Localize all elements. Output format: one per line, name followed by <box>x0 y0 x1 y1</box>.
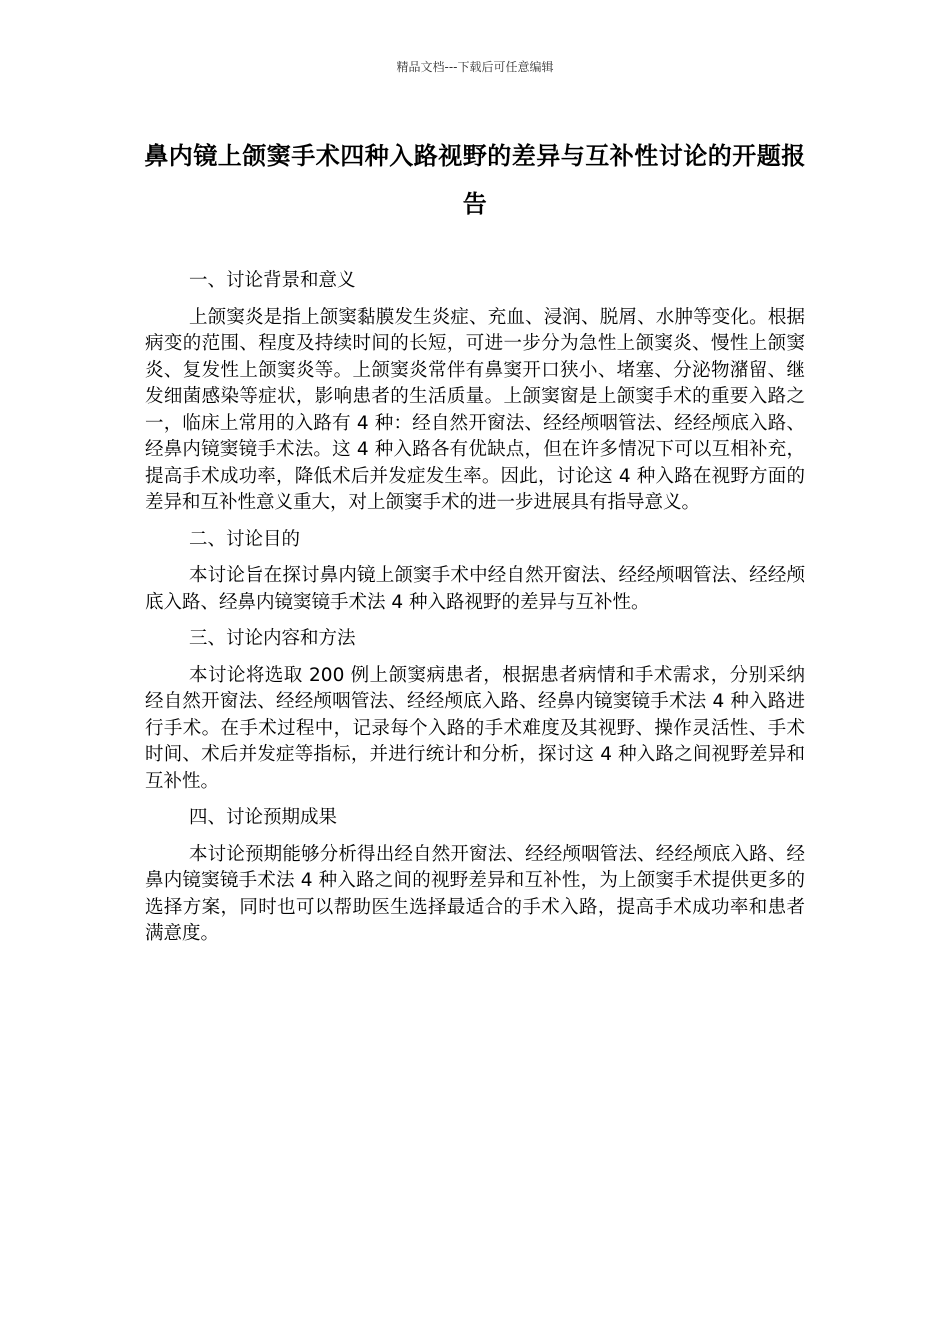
section-paragraph-purpose: 本讨论旨在探讨鼻内镜上颌窦手术中经自然开窗法、经经颅咽管法、经经颅底入路、经鼻内镜窦镜手术法 4 种入路视野的差异与互补性。 <box>145 565 805 613</box>
section-heading-background: 一、讨论背景和意义 <box>189 270 356 291</box>
section-heading-expected-results: 四、讨论预期成果 <box>189 807 338 828</box>
section-paragraph-background: 上颌窦炎是指上颌窦黏膜发生炎症、充血、浸润、脱屑、水肿等变化。根据病变的范围、程度及持续时间的长短，可进一步分为急性上颌窦炎、慢性上颌窦炎、复发性上颌窦炎等。上颌窦炎常伴有鼻窦开口狭小、堵塞、分泌物潴留、继发细菌感染等症状，影响患者的生活质量。上颌窦窗是上颌窦手术的重要入路之一，临床上常用的入路有 4 种：经自然开窗法、经经颅咽管法、经经颅底入路、经鼻内镜窦镜手术法。这 4 种入路各有优缺点，但在许多情况下可以互相补充，提高手术成功率，降低术后并发症发生率。因此，讨论这 4 种入路在视野方面的差异和互补性意义重大，对上颌窦手术的进一步进展具有指导意义。 <box>145 306 805 513</box>
section-paragraph-expected-results: 本讨论预期能够分析得出经自然开窗法、经经颅咽管法、经经颅底入路、经鼻内镜窦镜手术法 4 种入路之间的视野差异和互补性，为上颌窦手术提供更多的选择方案，同时也可以帮助医生选择最适合的手术入路，提高手术成功率和患者满意度。 <box>145 843 805 944</box>
document-body <box>145 268 805 958</box>
section-paragraph-content-method: 本讨论将选取 200 例上颌窦病患者，根据患者病情和手术需求，分别采纳经自然开窗法、经经颅咽管法、经经颅底入路、经鼻内镜窦镜手术法 4 种入路进行手术。在手术过程中，记录每个入路的手术难度及其视野、操作灵活性、手术时间、术后并发症等指标，并进行统计和分析，探讨这 4 种入路之间视野差异和互补性。 <box>145 664 805 792</box>
section-heading-content-method: 三、讨论内容和方法 <box>189 628 356 649</box>
header-note: 精品文档---下载后可任意编辑 <box>396 60 554 74</box>
document-title: 鼻内镜上颌窦手术四种入路视野的差异与互补性讨论的开题报告 <box>144 142 806 218</box>
section-heading-purpose: 二、讨论目的 <box>189 528 301 550</box>
